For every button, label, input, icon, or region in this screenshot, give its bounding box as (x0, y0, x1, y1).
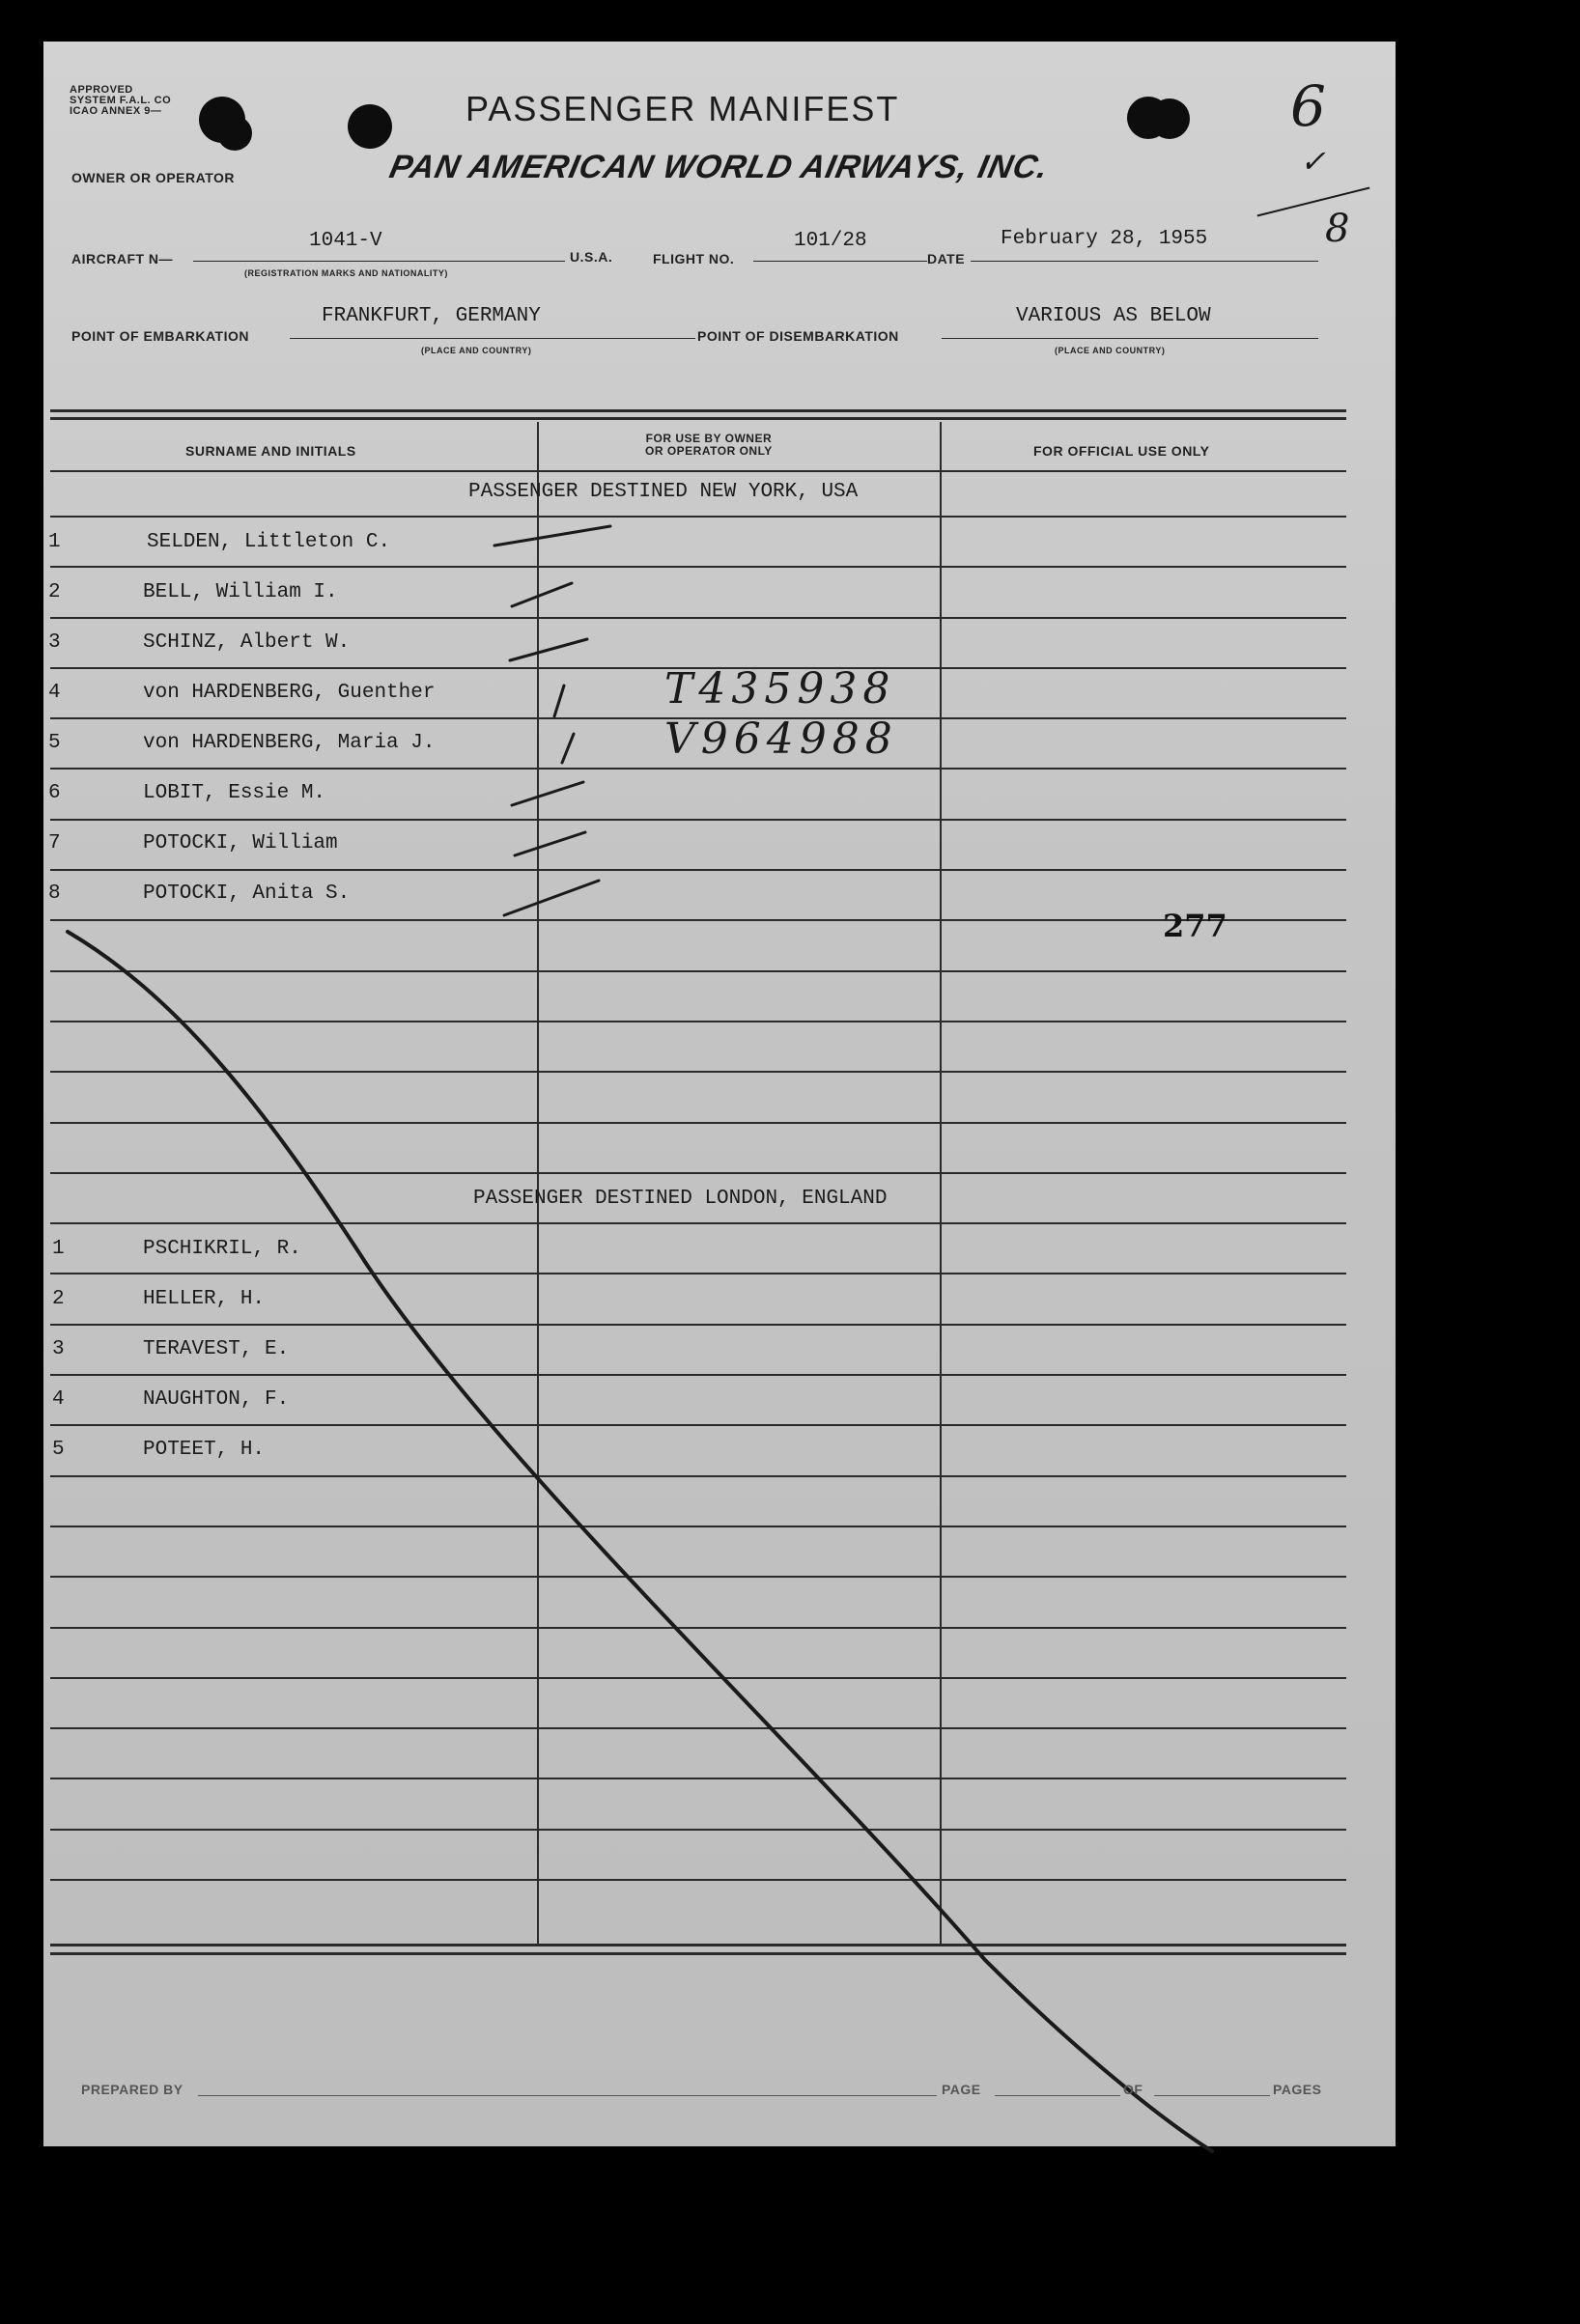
tick-stroke (504, 881, 599, 915)
of-underline (1154, 2095, 1270, 2096)
prepared-by-label: PREPARED BY (81, 2082, 183, 2097)
tick-stroke (494, 526, 610, 546)
section-heading-london: PASSENGER DESTINED LONDON, ENGLAND (473, 1188, 888, 1210)
prepared-by-underline (198, 2095, 937, 2096)
page-label: PAGE (942, 2082, 981, 2097)
airline-name: PAN AMERICAN WORLD AIRWAYS, INC. (386, 149, 1053, 185)
tick-stroke (512, 583, 572, 606)
row-number: 4 (48, 682, 61, 704)
embarkation-value: FRANKFURT, GERMANY (322, 305, 541, 327)
disembarkation-label: POINT OF DISEMBARKATION (697, 328, 899, 344)
page-underline (995, 2095, 1120, 2096)
passenger-name: SELDEN, Littleton C. (147, 531, 391, 553)
row-number: 5 (52, 1439, 65, 1461)
registration-note: (REGISTRATION MARKS AND NATIONALITY) (244, 268, 448, 278)
disembarkation-value: VARIOUS AS BELOW (1016, 305, 1211, 327)
usa-label: U.S.A. (570, 249, 613, 265)
place-note-1: (PLACE AND COUNTRY) (421, 346, 532, 355)
row-number: 4 (52, 1388, 65, 1411)
tick-stroke (562, 734, 574, 763)
passenger-name: von HARDENBERG, Guenther (143, 682, 436, 704)
aircraft-label: AIRCRAFT N— (71, 251, 174, 266)
passenger-name: POTEET, H. (143, 1439, 266, 1461)
page-title: PASSENGER MANIFEST (466, 89, 900, 128)
row-number: 2 (52, 1288, 65, 1310)
embarkation-label: POINT OF EMBARKATION (71, 328, 249, 344)
passenger-name: BELL, William I. (143, 581, 338, 603)
table-row (52, 1439, 65, 1461)
passenger-name: POTOCKI, William (143, 832, 338, 854)
row-number: 3 (48, 631, 61, 654)
date-label: DATE (927, 251, 966, 266)
corner-mark-6: 6 (1290, 73, 1326, 139)
flight-value: 101/28 (794, 230, 867, 252)
flight-label: FLIGHT NO. (653, 251, 735, 266)
table-row (52, 1338, 65, 1360)
tick-stroke (515, 832, 585, 855)
table-row (52, 1288, 65, 1310)
row-number: 6 (48, 782, 61, 804)
aircraft-value: 1041-V (309, 230, 382, 252)
approval-text: APPROVED SYSTEM F.A.L. CO ICAO ANNEX 9— (70, 84, 172, 117)
corner-mark-8: 8 (1325, 207, 1350, 251)
stamp-number: 277 (1163, 908, 1227, 944)
passenger-name: POTOCKI, Anita S. (143, 882, 351, 905)
passenger-name: HELLER, H. (143, 1288, 266, 1310)
passenger-name: von HARDENBERG, Maria J. (143, 732, 436, 754)
table-row (52, 1388, 65, 1411)
date-value: February 28, 1955 (1001, 228, 1208, 250)
corner-check-mark: ✓ (1300, 143, 1326, 180)
pages-label: PAGES (1273, 2082, 1322, 2097)
handwritten-note: T435938 (664, 664, 896, 714)
of-label: OF (1123, 2082, 1143, 2097)
owner-operator-label: OWNER OR OPERATOR (71, 170, 235, 185)
tick-stroke (554, 686, 564, 716)
row-number: 7 (48, 832, 61, 854)
column-header-official: FOR OFFICIAL USE ONLY (1033, 443, 1210, 459)
section-heading-ny: PASSENGER DESTINED NEW YORK, USA (468, 481, 859, 503)
passenger-name: PSCHIKRIL, R. (143, 1238, 301, 1260)
row-number: 1 (52, 1238, 65, 1260)
table-row (52, 1238, 65, 1260)
handwritten-note: V964988 (664, 714, 898, 764)
cancellation-line (68, 932, 1212, 2151)
row-number: 8 (48, 882, 61, 905)
tick-stroke (512, 782, 583, 805)
row-number: 3 (52, 1338, 65, 1360)
row-number: 1 (48, 531, 61, 553)
column-header-surname: SURNAME AND INITIALS (185, 443, 356, 459)
column-header-owner: FOR USE BY OWNER OR OPERATOR ONLY (645, 432, 773, 458)
tick-stroke (510, 639, 587, 660)
passenger-name: LOBIT, Essie M. (143, 782, 326, 804)
row-number: 5 (48, 732, 61, 754)
row-number: 2 (48, 581, 61, 603)
passenger-name: TERAVEST, E. (143, 1338, 290, 1360)
passenger-name: NAUGHTON, F. (143, 1388, 290, 1411)
passenger-name: SCHINZ, Albert W. (143, 631, 351, 654)
place-note-2: (PLACE AND COUNTRY) (1055, 346, 1166, 355)
